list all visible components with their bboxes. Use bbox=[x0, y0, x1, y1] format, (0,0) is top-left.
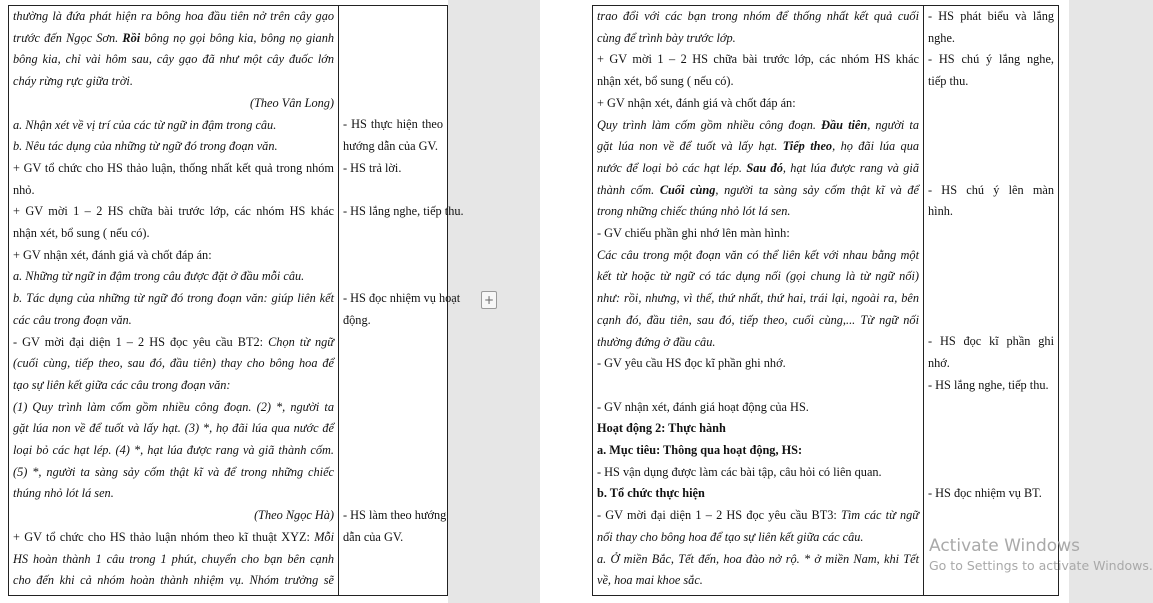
teacher-activity-cell[interactable] bbox=[9, 6, 339, 596]
text-line: - GV yêu cầu HS đọc kĩ phần ghi nhớ. bbox=[597, 356, 786, 371]
text-line: a. Nhận xét về vị trí của các từ ngữ in đậm trong câu. bbox=[13, 117, 277, 132]
text-run: Quy trình làm cốm gồm nhiều công đoạn. bbox=[597, 117, 822, 132]
blank-line bbox=[928, 288, 1054, 310]
text-line: a. Ở miền Bắc, Tết đến, hoa đào nở rộ. * ở miền Nam, khi Tết bbox=[597, 551, 919, 566]
blank-line bbox=[928, 223, 1054, 245]
watermark-title: Activate Windows bbox=[929, 536, 1080, 556]
blank-line bbox=[343, 71, 443, 93]
blank-line bbox=[343, 245, 443, 267]
text-line: thường là đứa phát hiện ra bông hoa đầu tiên nở trên cây gạo bbox=[13, 9, 334, 23]
text-line: về, hoa mai khoe sắc. bbox=[597, 573, 703, 588]
text-run: + GV tổ chức cho HS thảo luận nhóm theo kĩ thuật XYZ: bbox=[13, 529, 315, 544]
italic-run: Chọn từ ngữ bbox=[268, 334, 334, 349]
text-line: + GV nhận xét, đánh giá và chốt đáp án: bbox=[13, 247, 212, 262]
text-line: b. Nêu tác dụng của những từ ngữ đó trong đoạn văn. bbox=[13, 139, 278, 154]
text-line: nhỏ. bbox=[13, 182, 35, 197]
text-run: , hạt lúa được rang và giã bbox=[782, 160, 919, 175]
blank-line bbox=[343, 418, 443, 440]
text-run: bông nọ gọi bông kia, bông nọ gianh bbox=[140, 30, 334, 45]
italic-run: Tìm các từ ngữ bbox=[841, 508, 919, 523]
text-line: nhận xét, bổ sung ( nếu có). bbox=[597, 74, 734, 89]
blank-line bbox=[928, 115, 1054, 137]
text-line: a. Mục tiêu: Thông qua hoạt động, HS: bbox=[597, 443, 803, 458]
blank-line bbox=[343, 396, 443, 418]
text-line: trao đổi với các bạn trong nhóm để thống nhất kết quả cuối bbox=[597, 9, 919, 23]
text-line: hướng dẫn của GV. bbox=[343, 139, 438, 154]
blank-line bbox=[343, 331, 443, 353]
text-line: trong những chiếc thúng nhỏ lót lá sen. bbox=[597, 204, 791, 219]
text-line: cùng để trình bày trước lớp. bbox=[597, 30, 736, 45]
text-line: - HS làm theo hướng bbox=[343, 507, 447, 522]
blank-line bbox=[928, 397, 1054, 419]
text-line: các câu trong đoạn văn. bbox=[13, 312, 132, 327]
blank-line bbox=[343, 462, 443, 484]
bold-connector-word: Cuối cùng bbox=[659, 182, 716, 197]
bold-connector-word: Rồi bbox=[122, 30, 141, 45]
text-line bbox=[13, 28, 334, 50]
text-line: nhận xét, bổ sung ( nếu có). bbox=[13, 226, 150, 241]
text-line: nối thay cho bông hoa để tạo sự liên kết giữa các câu. bbox=[597, 529, 864, 544]
add-row-button[interactable]: + bbox=[481, 291, 497, 309]
text-line: Các câu trong một đoạn văn có thể liên kết với nhau bằng một bbox=[597, 247, 919, 262]
blank-line bbox=[343, 28, 443, 50]
blank-line bbox=[928, 245, 1054, 267]
text-run: trước đến Ngọc Sơn. bbox=[13, 30, 123, 45]
text-line: thường đứng ở đầu câu. bbox=[597, 334, 716, 349]
text-line: - HS lắng nghe, tiếp thu. bbox=[928, 377, 1049, 392]
blank-line bbox=[343, 375, 443, 397]
text-line: - HS vận dụng được làm các bài tập, câu hỏi có liên quan. bbox=[597, 464, 882, 479]
text-line: nghe. bbox=[928, 30, 955, 45]
text-run: , họ đãi lúa qua bbox=[832, 139, 919, 154]
text-line bbox=[597, 136, 919, 158]
student-activity-cell[interactable] bbox=[924, 6, 1059, 596]
text-line: - HS đọc kĩ phần ghi bbox=[928, 334, 1054, 349]
text-line bbox=[597, 115, 919, 137]
text-line: (Theo Ngọc Hà) bbox=[254, 508, 334, 523]
blank-line bbox=[928, 440, 1054, 462]
italic-run: Mỗi bbox=[314, 529, 334, 544]
text-line: động. bbox=[343, 312, 371, 327]
text-line: tiếp thu. bbox=[928, 74, 969, 89]
bold-connector-word: Đầu tiên bbox=[821, 117, 868, 132]
text-line: tạo sự liên kết giữa các câu trong đoạn văn: bbox=[13, 377, 231, 392]
text-line: HS hoàn thành 1 câu trong 1 phút, chuyển cho bạn bên cạnh bbox=[13, 551, 334, 566]
blank-line bbox=[343, 49, 443, 71]
text-line: + GV tổ chức cho HS thảo luận, thống nhất kết quả trong nhóm bbox=[13, 160, 334, 175]
blank-line bbox=[928, 158, 1054, 180]
blank-line bbox=[343, 223, 443, 245]
text-line: dẫn của GV. bbox=[343, 529, 404, 544]
watermark-subtitle: Go to Settings to activate Windows. bbox=[929, 558, 1153, 573]
text-line: + GV nhận xét, đánh giá và chốt đáp án: bbox=[597, 95, 796, 110]
blank-line bbox=[343, 266, 443, 288]
student-activity-text bbox=[343, 6, 464, 548]
text-line: - HS lắng nghe, tiếp thu. bbox=[343, 204, 464, 219]
text-run: , người ta sàng sảy cốm thật kĩ và để bbox=[715, 182, 919, 197]
text-line: - GV chiếu phần ghi nhớ lên màn hình: bbox=[597, 226, 790, 241]
document-page-left bbox=[0, 0, 464, 603]
text-line: b. Tổ chức thực hiện bbox=[597, 486, 705, 501]
text-line bbox=[597, 180, 919, 202]
text-line: Hoạt động 2: Thực hành bbox=[597, 421, 726, 436]
blank-line bbox=[343, 6, 443, 28]
text-line: cho đến khi cả nhóm hoàn thành nhiệm vụ. Nhóm trưởng sẽ bbox=[13, 573, 334, 588]
blank-line bbox=[343, 180, 443, 202]
text-line: nhớ. bbox=[928, 356, 950, 371]
student-activity-text bbox=[928, 6, 1054, 505]
text-line bbox=[13, 332, 334, 354]
blank-line bbox=[928, 462, 1054, 484]
text-line: (5) *, người ta sàng sảy cốm thật kĩ và để trong những chiếc bbox=[13, 464, 334, 479]
text-run: - GV mời đại diện 1 – 2 HS đọc yêu cầu BT3: bbox=[597, 508, 842, 523]
text-line: kết từ hoặc từ ngữ có tác dụng nối (gọi chung là từ ngữ nối) bbox=[597, 269, 919, 284]
bold-connector-word: Tiếp theo bbox=[782, 139, 833, 154]
text-line: - HS chú ý lắng nghe, bbox=[928, 52, 1054, 67]
text-run: gặt lúa non về để tuốt và lấy hạt. bbox=[597, 139, 783, 154]
text-line: - HS phát biểu và lắng bbox=[928, 9, 1054, 23]
text-line: (1) Quy trình làm cốm gồm nhiều công đoạn. (2) *, người ta bbox=[13, 399, 334, 414]
student-activity-cell[interactable] bbox=[339, 6, 464, 596]
teacher-activity-text bbox=[13, 6, 334, 592]
text-line: - HS đọc nhiệm vụ BT. bbox=[928, 486, 1042, 501]
text-line: cháy rừng rực giữa trời. bbox=[13, 74, 133, 89]
teacher-activity-cell[interactable] bbox=[593, 6, 924, 596]
blank-line bbox=[343, 353, 443, 375]
text-line: - HS trả lời. bbox=[343, 160, 402, 175]
text-line: - HS chú ý lên màn bbox=[928, 182, 1054, 197]
bold-connector-word: Sau đó bbox=[746, 160, 783, 175]
text-line bbox=[597, 158, 919, 180]
blank-line bbox=[597, 375, 919, 397]
text-line: thúng nhỏ lót lá sen. bbox=[13, 486, 114, 501]
text-line: - GV nhận xét, đánh giá hoạt động của HS. bbox=[597, 399, 809, 414]
blank-line bbox=[343, 483, 443, 505]
blank-line bbox=[928, 266, 1054, 288]
blank-line bbox=[343, 93, 443, 115]
activate-windows-watermark bbox=[929, 535, 1153, 575]
text-line: hình. bbox=[928, 204, 953, 219]
blank-line bbox=[343, 440, 443, 462]
text-line: cạnh đó, đầu tiên, sau đó, tiếp theo, cuối cùng,... Từ ngữ nối bbox=[597, 312, 919, 327]
blank-line bbox=[928, 418, 1054, 440]
text-run: , người ta bbox=[867, 117, 919, 132]
blank-line bbox=[928, 310, 1054, 332]
text-line: + GV mời 1 – 2 HS chữa bài trước lớp, các nhóm HS khác bbox=[13, 204, 334, 219]
text-line: gặt lúa non về để tuốt và lấy hạt. (3) *, họ đãi lúa qua nước để bbox=[13, 421, 334, 436]
text-run: nước để loại bỏ các hạt lép. bbox=[597, 160, 747, 175]
text-line: - HS thực hiện theo bbox=[343, 117, 443, 132]
text-line bbox=[597, 505, 919, 527]
text-line: b. Tác dụng của những từ ngữ đó trong đoạn văn: giúp liên kết bbox=[13, 291, 334, 306]
text-line: - HS đọc nhiệm vụ hoạt bbox=[343, 291, 461, 305]
lesson-plan-table-left bbox=[8, 5, 464, 596]
teacher-activity-text bbox=[597, 6, 919, 592]
text-line: bông kia, chỉ vài hôm sau, cây gạo đã như một cây đuốc lớn bbox=[13, 52, 334, 67]
text-line: loại bỏ các hạt lép. (4) *, hạt lúa được rang và giã thành cốm. bbox=[13, 443, 334, 458]
text-line: (cuối cùng, tiếp theo, sau đó, đầu tiên) thay cho bông hoa để bbox=[13, 356, 334, 371]
text-line: như: rồi, nhưng, vì thế, thứ nhất, thứ hai, trái lại, ngoài ra, bên bbox=[597, 291, 919, 306]
blank-line bbox=[928, 93, 1054, 115]
text-line: (Theo Vân Long) bbox=[249, 95, 334, 110]
text-run: - GV mời đại diện 1 – 2 HS đọc yêu cầu BT2: bbox=[13, 334, 269, 349]
text-line: a. Những từ ngữ in đậm trong câu được đặt ở đầu mỗi câu. bbox=[13, 269, 305, 284]
blank-line bbox=[928, 136, 1054, 158]
text-line: + GV mời 1 – 2 HS chữa bài trước lớp, các nhóm HS khác bbox=[597, 52, 919, 67]
lesson-plan-table-right bbox=[592, 5, 1059, 596]
text-run: thành cốm. bbox=[597, 182, 660, 197]
text-line bbox=[13, 527, 334, 549]
